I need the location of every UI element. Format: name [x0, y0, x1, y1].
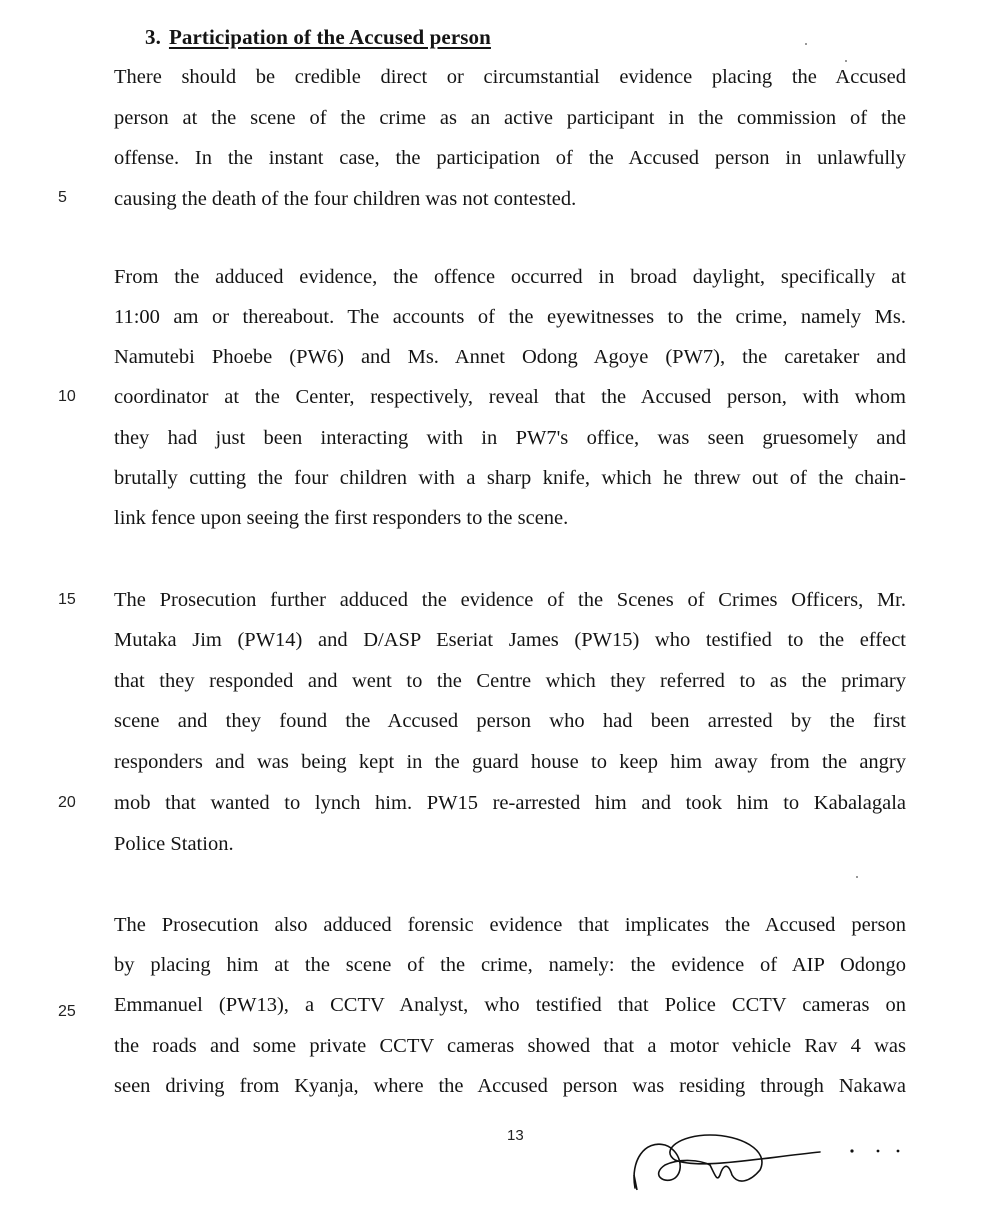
scan-speck	[856, 876, 858, 878]
text-line: There should be credible direct or circumstantial evidence placing the Accused	[114, 66, 906, 88]
scan-speck	[805, 43, 807, 45]
text-line: The Prosecution also adduced forensic evidence that implicates the Accused person	[114, 914, 906, 936]
line-number: 5	[58, 189, 67, 206]
text-line: The Prosecution further adduced the evidence of the Scenes of Crimes Officers, Mr.	[114, 589, 906, 611]
text-line: brutally cutting the four children with a sharp knife, which he threw out of the chain-	[114, 467, 906, 489]
text-line: the roads and some private CCTV cameras showed that a motor vehicle Rav 4 was	[114, 1035, 906, 1057]
section-heading	[145, 25, 491, 50]
text-line: mob that wanted to lynch him. PW15 re-arrested him and took him to Kabalagala	[114, 792, 906, 814]
text-line: Mutaka Jim (PW14) and D/ASP Eseriat James (PW15) who testified to the effect	[114, 629, 906, 651]
line-number: 10	[58, 388, 76, 405]
text-line: scene and they found the Accused person who had been arrested by the first	[114, 710, 906, 732]
text-line: coordinator at the Center, respectively, reveal that the Accused person, with whom	[114, 386, 906, 408]
text-line: Emmanuel (PW13), a CCTV Analyst, who testified that Police CCTV cameras on	[114, 994, 906, 1016]
text-line: From the adduced evidence, the offence occurred in broad daylight, specifically at	[114, 266, 906, 288]
text-line: offense. In the instant case, the participation of the Accused person in unlawfully	[114, 147, 906, 169]
text-line: seen driving from Kyanja, where the Accused person was residing through Nakawa	[114, 1075, 906, 1097]
text-line: that they responded and went to the Centre which they referred to as the primary	[114, 670, 906, 692]
text-line: causing the death of the four children was not contested.	[114, 188, 577, 210]
section-number: 3.	[145, 25, 161, 49]
scan-speck	[845, 60, 847, 62]
line-number: 20	[58, 794, 76, 811]
text-line: they had just been interacting with in PW7's office, was seen gruesomely and	[114, 427, 906, 449]
text-line: by placing him at the scene of the crime, namely: the evidence of AIP Odongo	[114, 954, 906, 976]
text-line: responders and was being kept in the guard house to keep him away from the angry	[114, 751, 906, 773]
text-line: 11:00 am or thereabout. The accounts of the eyewitnesses to the crime, namely Ms.	[114, 306, 906, 328]
page-number: 13	[507, 1127, 524, 1144]
text-line: Police Station.	[114, 833, 234, 855]
signature	[620, 1120, 920, 1200]
section-title: Participation of the Accused person	[168, 25, 491, 49]
line-number: 25	[58, 1003, 76, 1020]
text-line: link fence upon seeing the first responders to the scene.	[114, 507, 569, 529]
text-line: Namutebi Phoebe (PW6) and Ms. Annet Odong Agoye (PW7), the caretaker and	[114, 346, 906, 368]
line-number: 15	[58, 591, 76, 608]
text-line: person at the scene of the crime as an active participant in the commission of the	[114, 107, 906, 129]
